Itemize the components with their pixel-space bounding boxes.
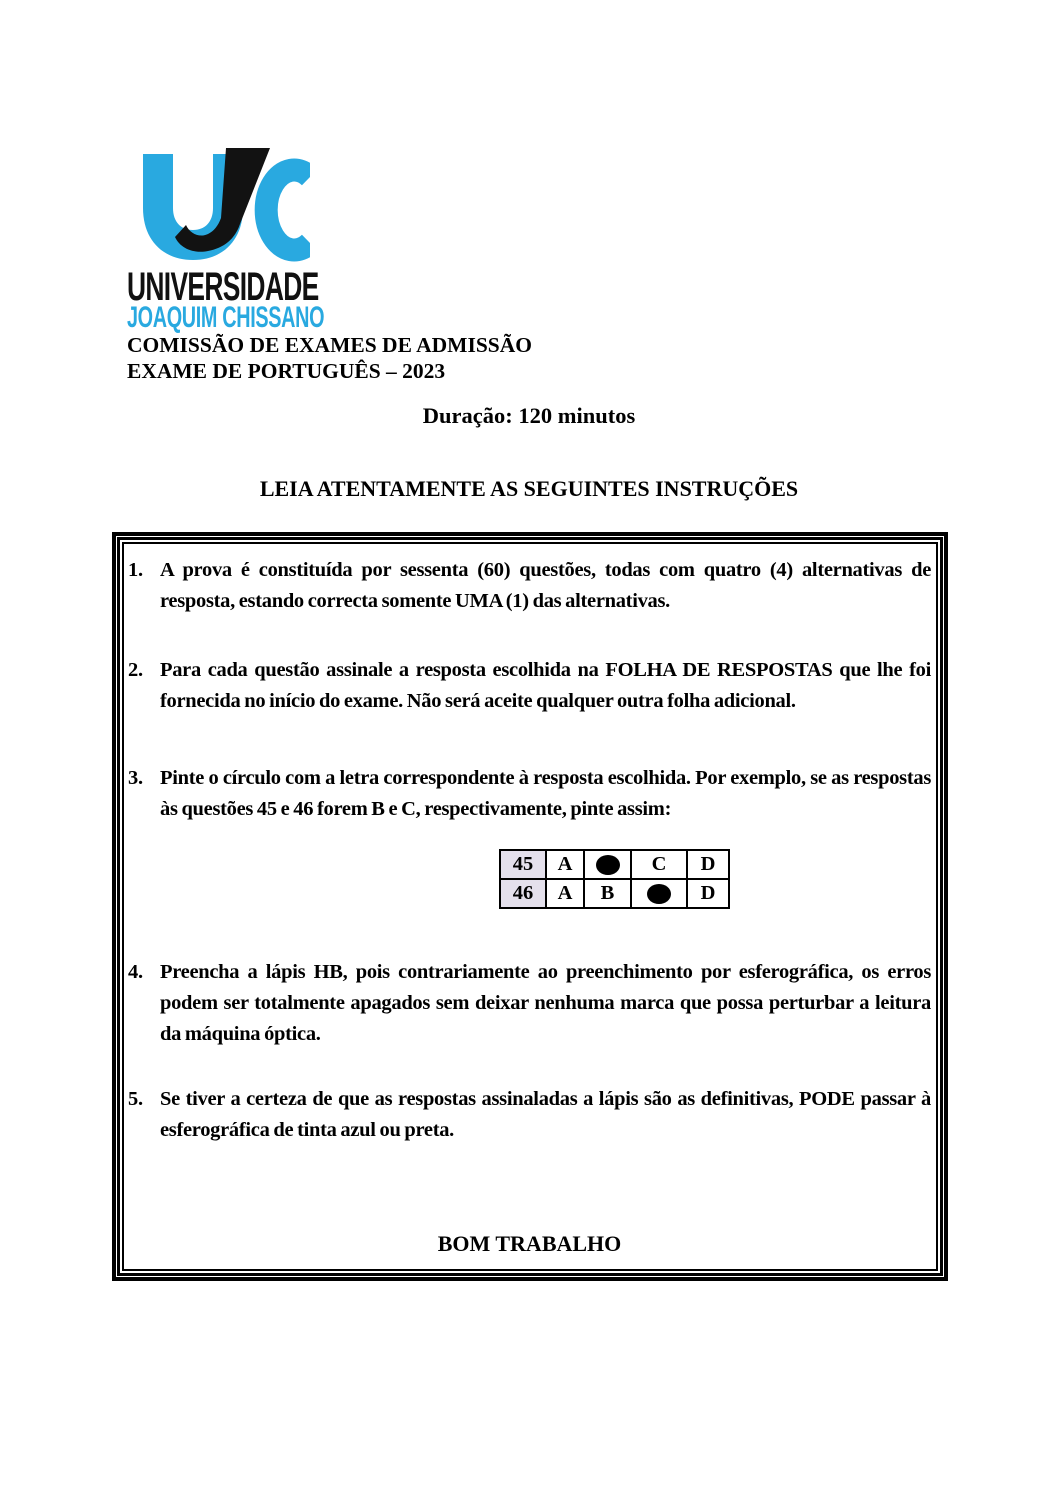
instruction-item-4 <box>128 957 931 1050</box>
filled-circle <box>647 884 671 904</box>
instruction-number: 5. <box>128 1088 143 1110</box>
instruction-number: 2. <box>128 659 143 681</box>
option-cell: A <box>546 850 584 879</box>
uc-logo <box>138 146 310 268</box>
option-cell: D <box>687 879 729 908</box>
instruction-text: Pinte o círculo com a letra correspondente à resposta escolhida. Por exemplo, se as respostas às questões 45 e 46 forem B e C, respectivamente, pinte assim: <box>160 767 931 820</box>
table-row-45 <box>500 850 729 879</box>
option-cell-filled <box>631 879 687 908</box>
option-cell: D <box>687 850 729 879</box>
exam-title: EXAME DE PORTUGUÊS – 2023 <box>127 359 446 383</box>
instructions-box-middle-border <box>117 537 943 1276</box>
instruction-item-1 <box>128 555 931 617</box>
instructions-box <box>112 532 948 1281</box>
instruction-number: 4. <box>128 961 143 983</box>
option-cell: C <box>631 850 687 879</box>
instruction-item-3 <box>128 763 931 825</box>
instructions-box-inner <box>122 542 938 1271</box>
closing-text: BOM TRABALHO <box>437 1231 622 1256</box>
instruction-text: Preencha a lápis HB, pois contrariamente ao preenchimento por esferográfica, os erros podem ser totalmente apagados sem deixar nenhuma marca que possa perturbar a leitura da máquina óptica. <box>160 961 931 1045</box>
answer-example-table <box>499 849 730 909</box>
instruction-text: Se tiver a certeza de que as respostas assinaladas a lápis são as definitivas, PODE passar à esferográfica de tinta azul ou preta. <box>160 1088 931 1141</box>
duration-text: Duração: 120 minutos <box>422 403 636 428</box>
instruction-item-5 <box>128 1084 931 1146</box>
instruction-number: 3. <box>128 767 143 789</box>
instructions-heading: LEIA ATENTAMENTE AS SEGUINTES INSTRUÇÕES <box>259 476 799 501</box>
option-cell: A <box>546 879 584 908</box>
logo-wordmark-universidade: UNIVERSIDADE <box>127 265 319 309</box>
document-header <box>0 0 1058 503</box>
logo-wordmark-joaquim-chissano: JOAQUIM CHISSANO <box>127 301 325 334</box>
instruction-item-2 <box>128 655 931 717</box>
question-number-cell: 45 <box>500 850 546 879</box>
instruction-number: 1. <box>128 559 143 581</box>
filled-circle <box>596 855 620 875</box>
option-cell-filled <box>584 850 631 879</box>
commission-title: COMISSÃO DE EXAMES DE ADMISSÃO <box>127 333 532 357</box>
table-row-46 <box>500 879 729 908</box>
instruction-text: Para cada questão assinale a resposta escolhida na FOLHA DE RESPOSTAS que lhe foi fornecida no início do exame. Não será aceite qualquer outra folha adicional. <box>160 659 931 712</box>
option-cell: B <box>584 879 631 908</box>
instruction-text: A prova é constituída por sessenta (60) questões, todas com quatro (4) alternativas de resposta, estando correcta somente UMA (1) das alternativas. <box>160 559 931 612</box>
question-number-cell: 46 <box>500 879 546 908</box>
logo-letter-c-shape <box>266 170 310 250</box>
